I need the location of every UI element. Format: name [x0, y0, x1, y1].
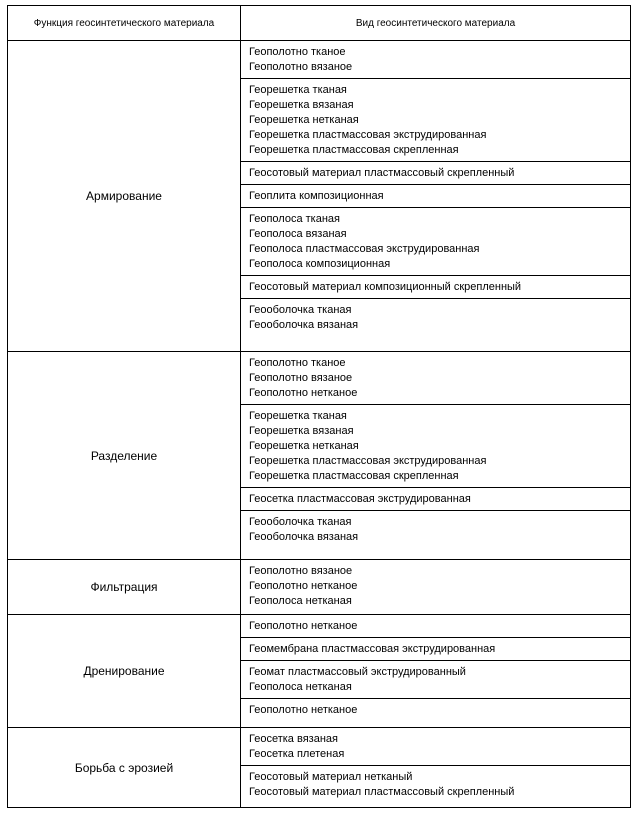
material-group — [241, 487, 630, 510]
material-group — [241, 637, 630, 660]
material-item: Георешетка нетканая — [249, 114, 359, 126]
material-item: Геооболочка тканая — [249, 516, 352, 529]
material-item: Геополоса нетканая — [249, 594, 352, 607]
table-row — [8, 615, 631, 728]
function-cell: Дренирование — [8, 615, 241, 728]
material-types-cell — [241, 559, 631, 615]
material-group — [241, 184, 630, 207]
material-item: Геополотно нетканое — [249, 704, 358, 717]
material-item: Геоплита композиционная — [249, 190, 384, 202]
material-item: Геополотно нетканое — [249, 387, 358, 400]
material-group — [241, 698, 630, 721]
material-item: Георешетка вязаная — [249, 425, 354, 438]
material-item: Геосетка плетеная — [249, 748, 345, 760]
material-group — [241, 275, 630, 298]
material-group — [241, 728, 630, 765]
material-item: Геосотовый материал пластмассовый скрепленный — [249, 167, 515, 179]
material-item: Геополотно нетканое — [249, 620, 358, 633]
header-function: Функция геосинтетического материала — [8, 6, 241, 41]
material-item: Геополотно вязаное — [249, 61, 353, 73]
material-group — [241, 615, 630, 637]
material-group — [241, 765, 630, 803]
material-item: Геосотовый материал композиционный скрепленный — [249, 281, 522, 293]
material-item: Геополоса пластмассовая экструдированная — [249, 243, 480, 255]
material-item: Георешетка нетканая — [249, 440, 359, 453]
material-types-cell — [241, 41, 631, 352]
material-item: Геополотно тканое — [249, 46, 346, 58]
material-group — [241, 352, 630, 404]
material-types-cell — [241, 728, 631, 808]
material-item: Геополотно вязаное — [249, 564, 353, 577]
table-body — [8, 41, 631, 808]
material-group — [241, 78, 630, 161]
material-item: Геополоса нетканая — [249, 681, 352, 694]
material-item: Георешетка вязаная — [249, 99, 354, 111]
material-item: Георешетка пластмассовая экструдированная — [249, 455, 487, 468]
material-item: Геосотовый материал нетканый — [249, 771, 413, 783]
material-item: Геооболочка вязаная — [249, 531, 359, 544]
material-item: Геомат пластмассовый экструдированный — [249, 666, 466, 679]
header-material-type: Вид геосинтетического материала — [241, 6, 631, 41]
material-item: Геополотно нетканое — [249, 579, 358, 592]
material-item: Георешетка тканая — [249, 410, 347, 423]
material-item: Геополоса вязаная — [249, 228, 347, 240]
material-item: Геосотовый материал пластмассовый скрепленный — [249, 786, 515, 798]
material-group — [241, 298, 630, 336]
material-group — [241, 404, 630, 487]
material-item: Геосетка вязаная — [249, 733, 338, 745]
material-group — [241, 510, 630, 548]
function-cell: Армирование — [8, 41, 241, 352]
material-item: Геомембрана пластмассовая экструдированная — [249, 643, 496, 656]
function-cell: Разделение — [8, 352, 241, 559]
material-group — [241, 207, 630, 275]
material-group — [241, 41, 630, 78]
function-cell: Фильтрация — [8, 559, 241, 615]
material-item: Геополоса тканая — [249, 213, 340, 225]
material-item: Геосетка пластмассовая экструдированная — [249, 493, 471, 506]
material-types-cell — [241, 352, 631, 559]
material-item: Геополотно вязаное — [249, 372, 353, 385]
material-item: Георешетка пластмассовая экструдированная — [249, 129, 487, 141]
table-row — [8, 559, 631, 615]
materials-table — [7, 5, 631, 808]
material-group — [241, 161, 630, 184]
function-cell: Борьба с эрозией — [8, 728, 241, 808]
material-item: Геооболочка тканая — [249, 304, 352, 316]
material-item: Геополотно тканое — [249, 357, 346, 370]
table-row — [8, 352, 631, 559]
material-group — [241, 660, 630, 698]
material-item: Геополоса композиционная — [249, 258, 391, 270]
material-item: Георешетка пластмассовая скрепленная — [249, 144, 459, 156]
material-types-cell — [241, 615, 631, 728]
header-row — [8, 6, 631, 41]
material-group — [241, 560, 630, 612]
material-item: Георешетка пластмассовая скрепленная — [249, 470, 459, 483]
material-item: Георешетка тканая — [249, 84, 347, 96]
table-row — [8, 41, 631, 352]
table-row — [8, 728, 631, 808]
material-item: Геооболочка вязаная — [249, 319, 359, 331]
